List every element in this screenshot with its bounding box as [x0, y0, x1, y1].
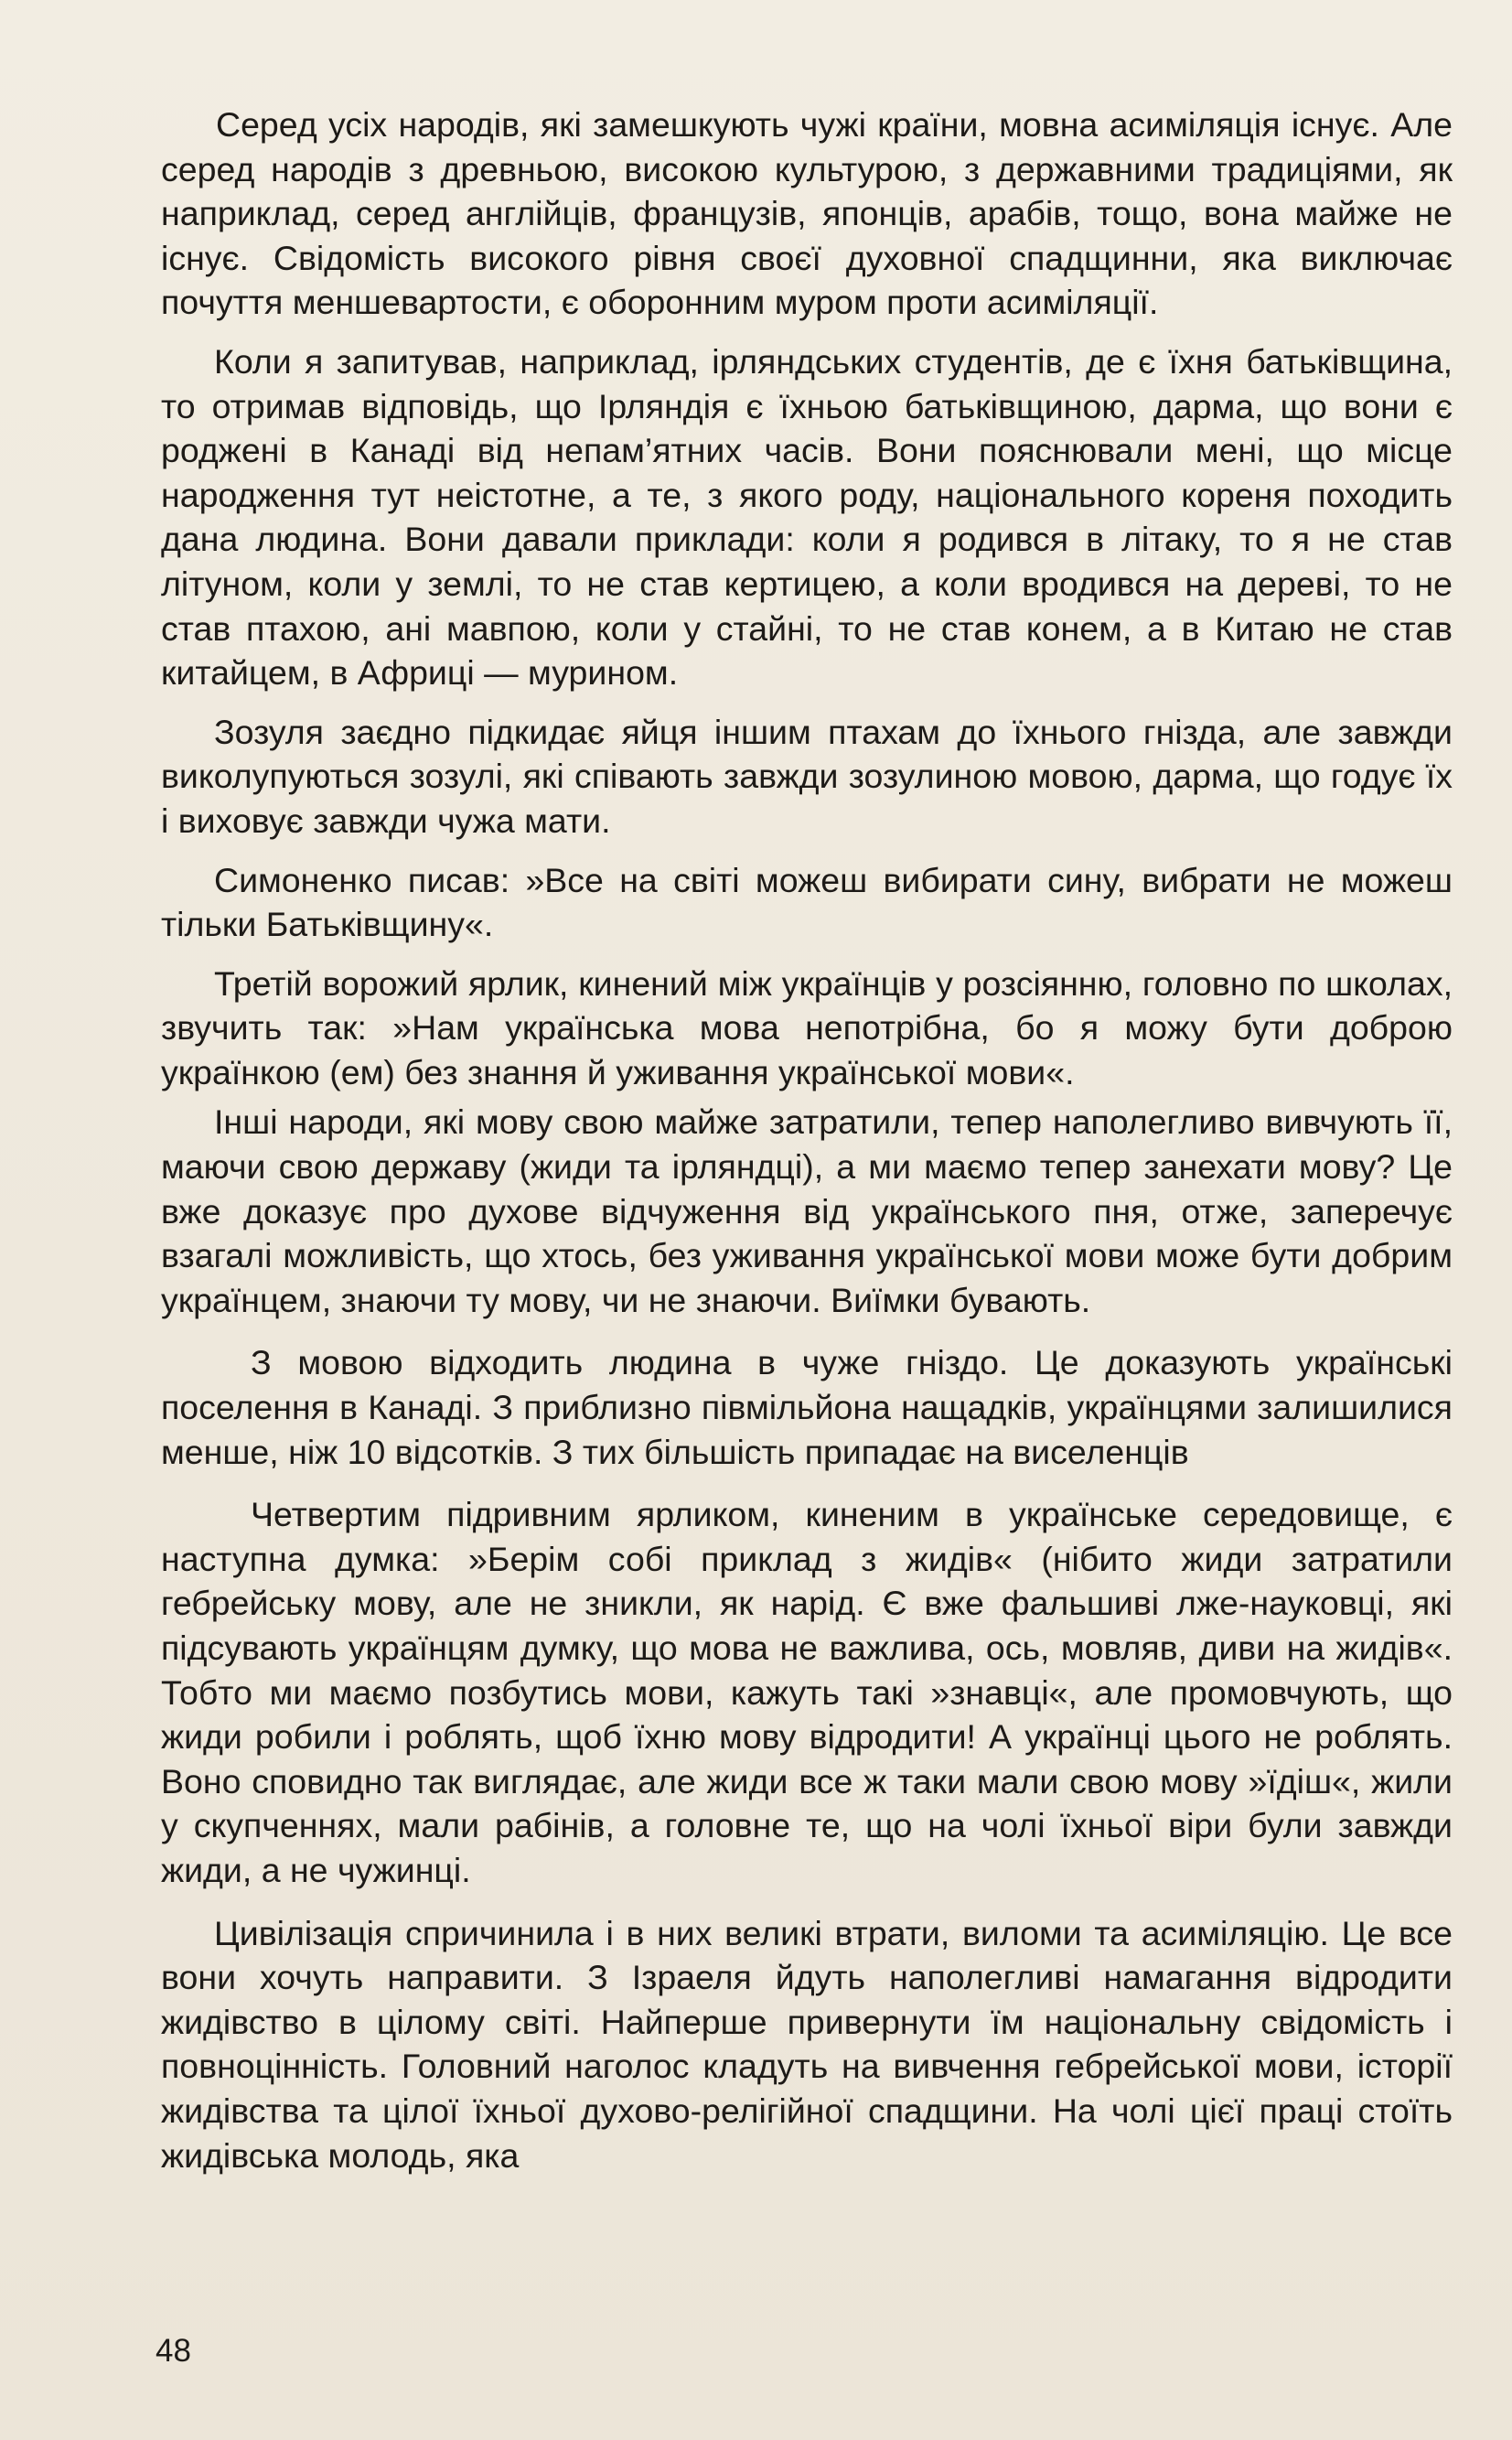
paragraph-irish-students: Коли я запитував, наприклад, ірляндських студентів, де є їхня батьківщина, то отримав відповідь, що Ірляндія є їхньою батьківщиною, дарма, що вони є роджені в Канаді від непам’ятних часів. Вони пояснювали мені, що місце народження тут неістотне, а те, з якого роду, національного кореня походить дана людина. Вони давали приклади: коли я родився в літаку, то я не став літуном, коли у землі, то не став кертицею, а коли вродився на дереві, то не став птахою, ані мавпою, коли у стайні, то не став конем, а в Китаю не став китайцем, в Африці — мурином. — [161, 341, 1453, 693]
paragraph-other-nations: Інші народи, які мову свою майже затратили, тепер наполегливо вивчують її, маючи свою державу (жиди та ірляндці), а ми маємо тепер занехати мову? Це вже доказує про духове відчуження від українського пня, отже, заперечує взагалі можливість, що хтось, без уживання української мови може бути добрим українцем, знаючи ту мову, чи не знаючи. Виїмки бувають. — [161, 1102, 1453, 1319]
page-number: 48 — [155, 2333, 191, 2369]
paragraph-third-label: Третій ворожий ярлик, кинений між українців у розсіянню, головно по школах, звучить так: »Нам українська мова непотрібна, бо я можу бути доброю українкою (ем) без знання й уживання української мови«. — [161, 963, 1453, 1091]
body-text — [161, 102, 1453, 2177]
paragraph-symonenko-quote: Симоненко писав: »Все на світі можеш вибирати сину, вибрати не можеш тільки Батьківщину«. — [161, 860, 1453, 944]
paragraph-fourth-label: Четвертим підривним ярликом, киненим в українське середовище, є наступна думка: »Берім собі приклад з жидів« (нібито жиди затратили гебрейську мову, але не зникли, як нарід. Є вже фальшиві лже-науковці, які підсувають українцям думку, що мова не важлива, ось, мовляв, диви на жидів«. Тобто ми маємо позбутись мови, кажуть такі »знавці«, але промовчують, що жиди робили і роблять, щоб їхню мову відродити! А українці цього не роблять. Воно сповидно так виглядає, але жиди все ж таки мали свою мову »їдіш«, жили у скупченнях, мали рабінів, а головне те, що на чолі їхньої віри були завжди жиди, а не чужинці. — [161, 1495, 1453, 1889]
paragraph-civilization: Цивілізація спричинила і в них великі втрати, виломи та асиміляцію. Це все вони хочуть направити. З Ізраеля йдуть наполегливі намагання відродити жидівство в цілому світі. Найперше привернути їм національну свідомість і повноцінність. Головний наголос кладуть на вивчення гебрейської мови, історії жидівства та цілої їхньої духово-релігійної спадщини. На чолі цієї праці стоїть жидівська молодь, яка — [161, 1913, 1453, 2175]
paragraph-language-nest: З мовою відходить людина в чуже гніздо. Це доказують українські поселення в Канаді. З приблизно півмільйона нащадків, українцями залишилися менше, ніж 10 відсотків. З тих більшість припадає на виселенців — [161, 1343, 1453, 1471]
paragraph-assimilation: Серед усіх народів, які замешкують чужі країни, мовна асиміляція існує. Але серед народів з древньою, високою культурою, з державними традиціями, як наприклад, серед англійців, французів, японців, арабів, тощо, вона майже не існує. Свідомість високого рівня своєї духовної спадщинни, яка виключає почуття меншевартости, є оборонним муром проти асиміляції. — [161, 105, 1453, 322]
paragraph-cuckoo: Зозуля заєдно підкидає яйця іншим птахам до їхнього гнізда, але завжди виколупуються зозулі, які співають завжди зозулиною мовою, дарма, що годує їх і виховує завжди чужа мати. — [161, 712, 1453, 840]
